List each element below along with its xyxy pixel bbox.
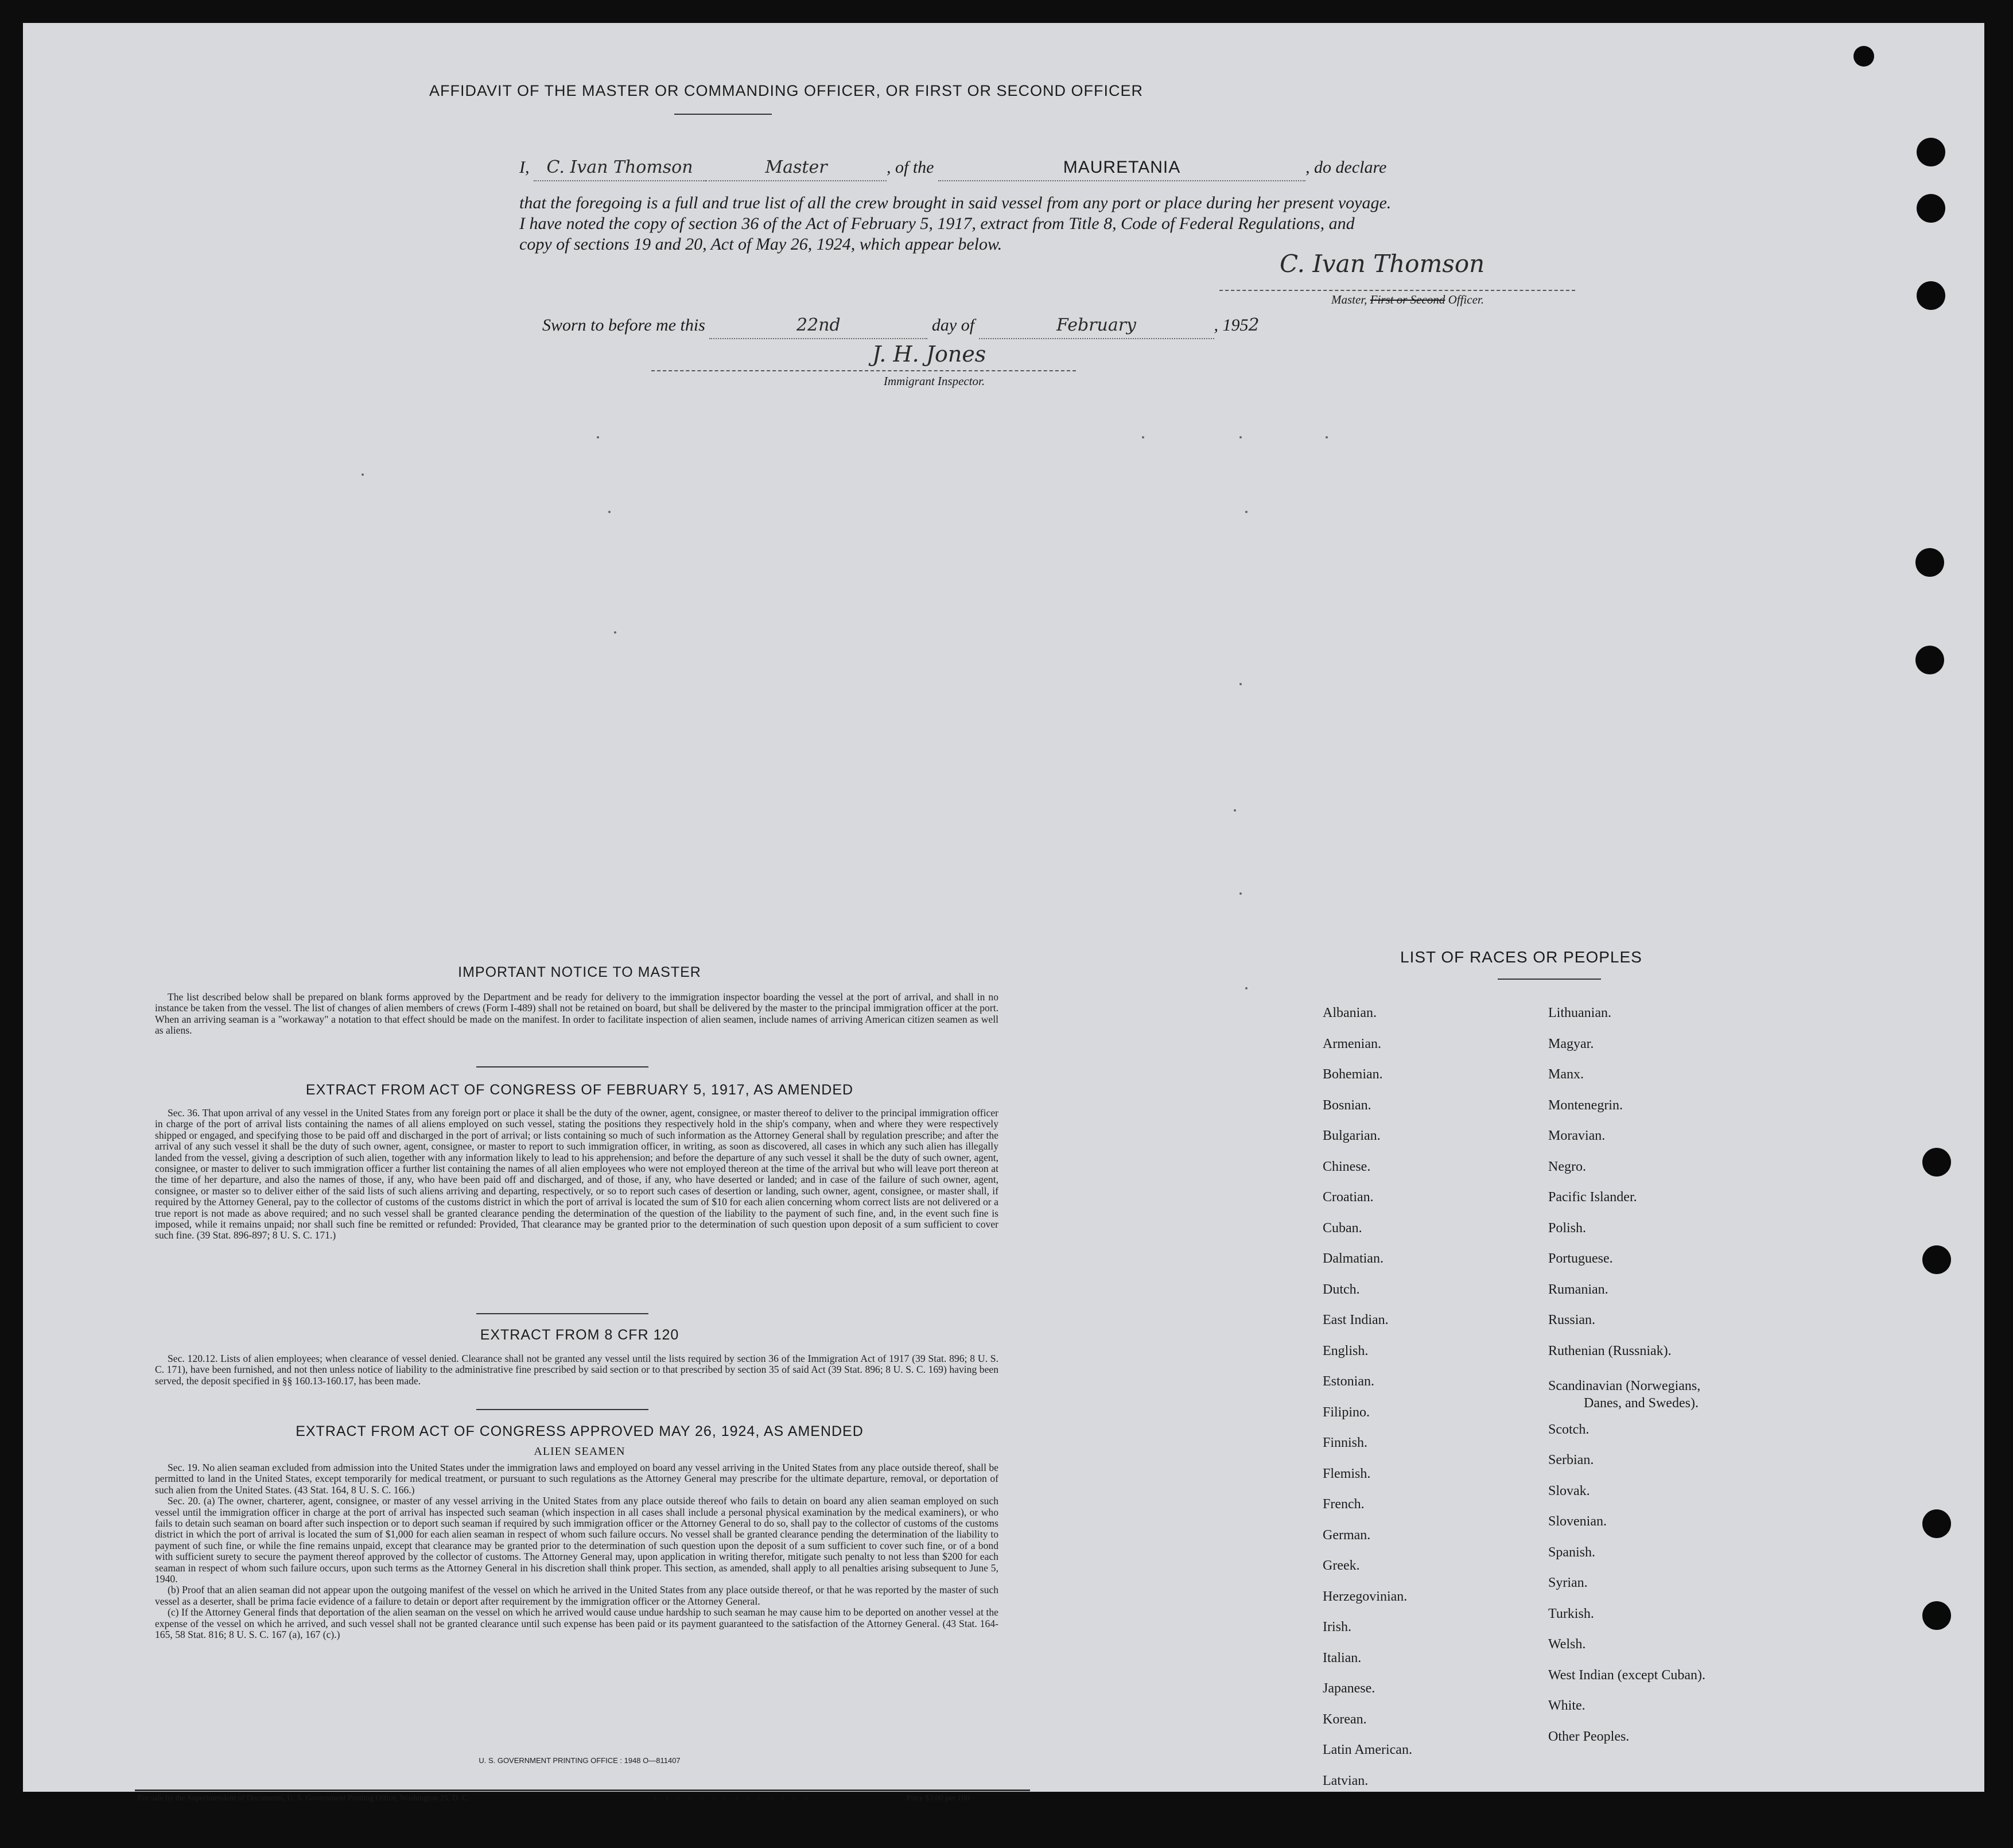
- section-20a-paragraph: Sec. 20. (a) The owner, charterer, agent, consignee, or master of any vessel arriving in the United States from any place outside thereof who fails to detain on board any alien seaman employed on such vessel until the immigration officer in charge at the port of arrival has inspected such seaman (which inspection in all cases shall include a personal physical examination by the medical examiners), or who fails to detain such seaman on board after such inspection or to deport such seaman if required by such immigration officer or the Attorney General to do so, shall pay to the collector of customs of the customs district in which the port of arrival is located the sum of $1,000 for each alien seaman in respect of whom such failure occurs. No vessel shall be granted clearance pending the determination of the liability to payment of such fine, or while the fine remains unpaid, except that clearance may be granted prior to the determination of such question upon the deposit of a sum sufficient to cover such fine, or of a bond with sufficient surety to secure the payment thereof approved by the collector of customs. The Attorney General may, upon application in writing therefor, mitigate such penalty to not less than $200 for each seaman in respect of whom such failure occurs, upon such terms as the Attorney General in his discretion shall think proper. This section, as amended, shall apply to all penalties arising subsequent to June 5, 1940.: [155, 1495, 998, 1585]
- race-item: Dalmatian.: [1323, 1251, 1384, 1266]
- race-item: Slovak.: [1548, 1483, 1590, 1498]
- race-item: German.: [1323, 1527, 1371, 1543]
- notice-paragraph: The list described below shall be prepared on blank forms approved by the Department and be ready for delivery to the immigration inspector boarding the vessel at the port of arrival, and shall in no instance be taken from the vessel. The list of changes of alien members of crews (Form I-489) shall not be retained on board, but shall be delivered by the master to the principal immigration officer at the port. When an arriving seaman is a "workaway" a notation to that effect should be made on the manifest. In order to facilitate inspection of alien seamen, include names of arriving American citizen seamen as well as aliens.: [155, 991, 998, 1036]
- declaration-line-3: I have noted the copy of section 36 of the Act of February 5, 1917, extract from Title 8, Code of Federal Regulations, and: [519, 214, 1355, 233]
- race-item: Rumanian.: [1548, 1282, 1608, 1297]
- inspector-caption: Immigrant Inspector.: [884, 374, 985, 388]
- scan-dot: [1239, 683, 1242, 685]
- race-item: Magyar.: [1548, 1036, 1594, 1051]
- scan-dot: [597, 436, 599, 438]
- signature-line: [1219, 290, 1575, 291]
- extract-cfr-title: EXTRACT FROM 8 CFR 120: [480, 1327, 679, 1343]
- extract-1924-title: EXTRACT FROM ACT OF CONGRESS APPROVED MAY 26, 1924, AS AMENDED: [296, 1423, 864, 1439]
- scan-dot: [608, 511, 611, 513]
- race-item: Flemish.: [1323, 1466, 1371, 1481]
- punch-hole: [1917, 138, 1945, 166]
- race-item: Manx.: [1548, 1067, 1584, 1082]
- race-item: Spanish.: [1548, 1544, 1596, 1560]
- sworn-line: [542, 313, 1346, 339]
- sworn-text: Sworn to before me this: [542, 316, 705, 335]
- races-title-rule: [1498, 979, 1601, 980]
- punch-hole: [1917, 281, 1945, 310]
- section-rule: [476, 1066, 648, 1067]
- extract-cfr-body: [155, 1353, 998, 1387]
- punch-hole: [1922, 1509, 1951, 1538]
- declaration-line-1: [519, 155, 1607, 181]
- year-prefix: , 195: [1214, 316, 1249, 335]
- scan-dot: [1239, 436, 1242, 438]
- scan-dot: [1245, 511, 1248, 513]
- scan-dot: [1245, 987, 1248, 989]
- extract-1924-body: [155, 1462, 998, 1641]
- section-20c-paragraph: (c) If the Attorney General finds that deportation of the alien seaman on the vessel on which he arrived would cause undue hardship to such seaman he may cause him to be deported on another vessel at the expense of the vessel on which he arrived, and such vessel shall not be granted clearance until such expense has been paid or its payment guaranteed to the satisfaction of the Attorney General. (43 Stat. 164-165, 58 Stat. 816; 8 U. S. C. 167 (a), 167 (c).): [155, 1606, 998, 1641]
- race-item: Greek.: [1323, 1558, 1360, 1573]
- race-item: Turkish.: [1548, 1606, 1594, 1621]
- race-item: Bosnian.: [1323, 1097, 1371, 1113]
- alien-seamen-subtitle: ALIEN SEAMEN: [534, 1445, 625, 1458]
- race-item: East Indian.: [1323, 1313, 1389, 1327]
- race-item: Moravian.: [1548, 1128, 1606, 1143]
- extract-1917-paragraph: Sec. 36. That upon arrival of any vessel in the United States from any foreign port or place it shall be the duty of the owner, agent, consignee, or master thereof to deliver to the principal immigration officer in charge of the port of arrival lists containing the names of all aliens employed on such vessel, stating the positions they respectively hold in the ship's company, when and where they were respectively shipped or engaged, and specifying those to be paid off and discharged in the port of arrival; or lists containing so much of such information as the Attorney General shall by regulation prescribe; and after the arrival of any such vessel it shall be the duty of such owner, agent, consignee, or master to report to such immigration officer, in writing, as soon as discovered, all cases in which any such alien has illegally landed from the vessel, giving a description of such alien, together with any information likely to lead to his apprehension; and before the departure of any such vessel it shall be the duty of such owner, agent, consignee, or master to deliver to such immigration officer a further list containing the names of all alien employees who were not employed thereon at the time of the arrival but who will leave port thereon at the time of her departure, and also the names of those, if any, who have been paid off and discharged, and of those, if any, who have deserted or landed; and in case of the failure of such owner, agent, consignee, or master so to deliver either of the said lists of such aliens arriving and departing, respectively, or so to report such cases of desertion or landing, such owner, agent, consignee, or master shall, if required by the Attorney General, pay to the collector of customs of the customs district in which the port of arrival is located the sum of $10 for each alien concerning whom correct lists are not delivered or a true report is not made as above required; and no such vessel shall be granted clearance pending the determination of the question of the liability to the payment of such fine, and, in the event such fine is imposed, while it remains unpaid; nor shall such fine be remitted or refunded: Provided, That clearance may be granted prior to the determination of such question upon deposit of a sum sufficient to cover such fine. (39 Stat. 896-897; 8 U. S. C. 171.): [155, 1107, 998, 1241]
- caption-struck: First or Second: [1370, 293, 1445, 306]
- punch-hole: [1922, 1245, 1951, 1274]
- year-suffix[interactable]: 2: [1248, 315, 1260, 335]
- race-item: Lithuanian.: [1548, 1005, 1611, 1020]
- punch-hole: [1915, 646, 1944, 674]
- printing-office: U. S. GOVERNMENT PRINTING OFFICE : 1948 O—811407: [479, 1756, 681, 1765]
- race-item: White.: [1548, 1698, 1585, 1713]
- sworn-month-field[interactable]: February: [979, 313, 1214, 339]
- scan-dot: [1234, 809, 1236, 812]
- declaration-line-2: that the foregoing is a full and true list of all the crew brought in said vessel from any port or place during her present voyage.: [519, 193, 1392, 212]
- footer-dashes: - - - - - - - - - - - - - -: [654, 1794, 811, 1803]
- race-item: Finnish.: [1323, 1435, 1368, 1450]
- punch-hole: [1915, 548, 1944, 577]
- race-item: Slovenian.: [1548, 1514, 1607, 1529]
- inspector-line: [651, 370, 1076, 371]
- race-item: Herzegovinian.: [1323, 1589, 1408, 1604]
- rank-field[interactable]: Master: [706, 155, 887, 181]
- affidavit-title: AFFIDAVIT OF THE MASTER OR COMMANDING OFFICER, OR FIRST OR SECOND OFFICER: [429, 82, 1144, 99]
- scan-dot: [362, 473, 364, 476]
- title-rule: [674, 114, 772, 115]
- scan-dot: [1326, 436, 1328, 438]
- caption-master: Master,: [1331, 293, 1367, 306]
- race-item: Latvian.: [1323, 1773, 1369, 1788]
- race-item: Latin American.: [1323, 1742, 1412, 1757]
- race-item: Irish.: [1323, 1620, 1351, 1635]
- of-the-text: , of the: [887, 158, 934, 177]
- footer-rule: [135, 1789, 1030, 1791]
- race-item: West Indian (except Cuban).: [1548, 1667, 1705, 1683]
- notice-title: IMPORTANT NOTICE TO MASTER: [458, 964, 701, 980]
- section-rule: [476, 1409, 648, 1410]
- punch-hole: [1917, 194, 1945, 223]
- declaration-line-4: copy of sections 19 and 20, Act of May 26, 1924, which appear below.: [519, 235, 1002, 254]
- signature-caption: [1331, 293, 1484, 307]
- vessel-name-field[interactable]: MAURETANIA: [938, 155, 1305, 181]
- race-item: Negro.: [1548, 1159, 1586, 1174]
- section-20b-paragraph: (b) Proof that an alien seaman did not appear upon the outgoing manifest of the vessel on which he arrived in the United States from any place outside thereof, or that he was reported by the master of such vessel as a deserter, shall be prima facie evidence of a failure to detain or deport after requirement by the immigration officer or the Attorney General.: [155, 1584, 998, 1607]
- master-name-field[interactable]: C. Ivan Thomson: [534, 155, 706, 181]
- race-item: Pacific Islander.: [1548, 1190, 1637, 1205]
- race-item: Polish.: [1548, 1220, 1587, 1236]
- race-item: Bohemian.: [1323, 1067, 1383, 1082]
- race-item: Italian.: [1323, 1650, 1362, 1665]
- race-item: Scandinavian (Norwegians,: [1548, 1379, 1701, 1393]
- race-item: Syrian.: [1548, 1575, 1588, 1590]
- race-item: English.: [1323, 1343, 1369, 1358]
- day-of-text: day of: [931, 316, 975, 335]
- notice-body: [155, 992, 998, 1036]
- race-item: Japanese.: [1323, 1681, 1375, 1696]
- race-item: Korean.: [1323, 1711, 1367, 1727]
- race-item: Portuguese.: [1548, 1251, 1613, 1266]
- race-item: Russian.: [1548, 1313, 1596, 1327]
- race-item: Bulgarian.: [1323, 1128, 1381, 1143]
- race-item: Estonian.: [1323, 1374, 1374, 1389]
- footer-sale-text: For sale by the Superintendent of Documents, U. S. Government Printing Office, Washington 25, D. C.: [138, 1794, 469, 1803]
- race-item: French.: [1323, 1497, 1365, 1512]
- scan-dot: [1142, 436, 1144, 438]
- form-page: [23, 23, 1984, 1803]
- section-rule: [476, 1313, 648, 1314]
- race-item: Albanian.: [1323, 1005, 1377, 1020]
- race-item: Welsh.: [1548, 1637, 1586, 1652]
- race-item: Montenegrin.: [1548, 1097, 1623, 1113]
- punch-hole: [1922, 1601, 1951, 1630]
- master-signature: C. Ivan Thomson: [1280, 250, 1485, 278]
- line1-i: I,: [519, 158, 530, 177]
- scan-dot: [614, 631, 616, 634]
- footer-price: Price $3.00 per 100: [907, 1794, 970, 1803]
- do-declare-text: , do declare: [1305, 158, 1387, 177]
- extract-1917-title: EXTRACT FROM ACT OF CONGRESS OF FEBRUARY 5, 1917, AS AMENDED: [305, 1082, 854, 1098]
- race-item: Croatian.: [1323, 1190, 1374, 1205]
- race-item: Armenian.: [1323, 1036, 1381, 1051]
- race-item: Chinese.: [1323, 1159, 1371, 1174]
- scan-dot: [1239, 892, 1242, 895]
- race-item: Ruthenian (Russniak).: [1548, 1343, 1672, 1358]
- inspector-signature: J. H. Jones: [872, 341, 986, 367]
- section-19-paragraph: Sec. 19. No alien seaman excluded from admission into the United States under the immigration laws and employed on board any vessel arriving in the United States from any place outside thereof, shall be permitted to land in the United States, except temporarily for medical treatment, or pursuant to such regulations as the Attorney General may prescribe for the ultimate departure, removal, or deportation of such alien from the United States. (43 Stat. 164, 8 U. S. C. 166.): [155, 1462, 998, 1496]
- race-item: Other Peoples.: [1548, 1729, 1630, 1744]
- race-item: Scotch.: [1548, 1422, 1590, 1437]
- sworn-day-field[interactable]: 22nd: [709, 313, 927, 339]
- race-item: Filipino.: [1323, 1404, 1370, 1420]
- punch-hole: [1922, 1148, 1951, 1177]
- race-item: Cuban.: [1323, 1220, 1362, 1236]
- race-item: Serbian.: [1548, 1453, 1594, 1467]
- race-item: Dutch.: [1323, 1282, 1360, 1297]
- extract-cfr-paragraph: Sec. 120.12. Lists of alien employees; when clearance of vessel denied. Clearance shall not be granted any vessel until the lists required by section 36 of the Immigration Act of 1917 (39 Stat. 896; 8 U. S. C. 171), have been furnished, and not then unless notice of liability to the administrative fine prescribed by said section or to that prescribed by section 35 of said Act (39 Stat. 896; 8 U. S. C. 169) having been served, the deposit specified in §§ 160.13-160.17, has been made.: [155, 1353, 998, 1387]
- race-item: Danes, and Swedes).: [1584, 1396, 1699, 1411]
- extract-1917-body: [155, 1108, 998, 1241]
- races-title: LIST OF RACES OR PEOPLES: [1400, 948, 1642, 966]
- punch-hole: [1853, 46, 1874, 67]
- caption-officer: Officer.: [1448, 293, 1484, 306]
